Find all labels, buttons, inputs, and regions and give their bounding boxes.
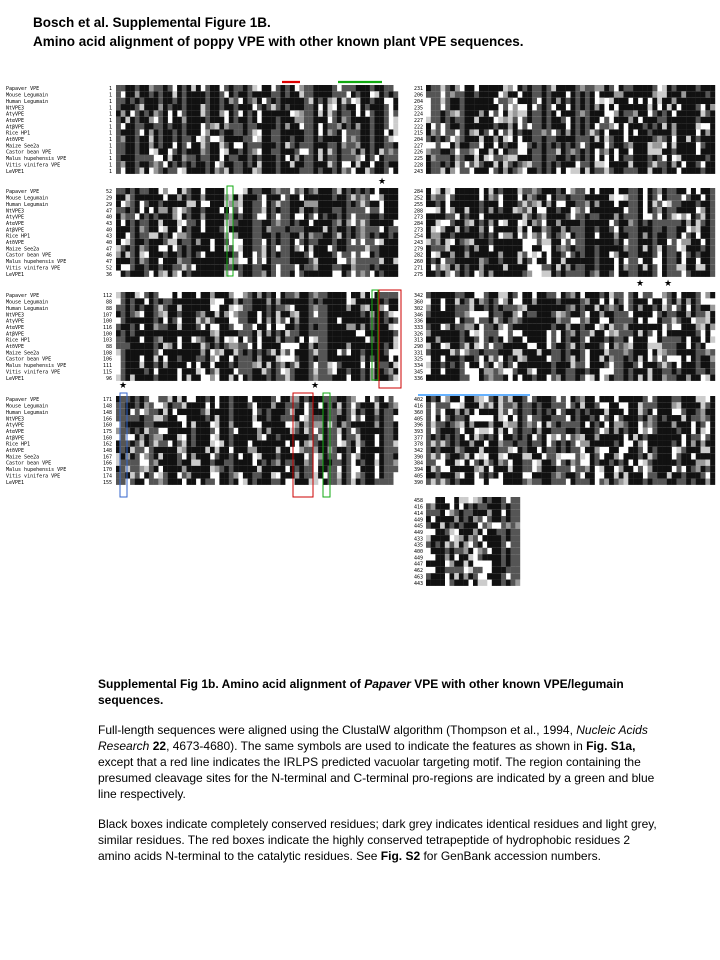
- right-start-position: 458: [413, 498, 423, 505]
- species-name: AtδVPE: [6, 137, 25, 143]
- species-name: Papaver VPE: [6, 293, 40, 300]
- left-start-position: 40: [105, 240, 112, 246]
- species-name: Human Legumain: [6, 201, 49, 208]
- right-start-position: 435: [413, 542, 423, 549]
- left-start-position: 47: [105, 259, 112, 266]
- right-start-position: 243: [413, 240, 423, 246]
- right-start-position: 206: [413, 92, 423, 99]
- species-name: Maize See2a: [6, 454, 40, 461]
- right-start-position: 313: [413, 337, 423, 344]
- right-start-position: 282: [413, 252, 423, 259]
- left-start-position: 1: [108, 162, 112, 169]
- species-name: Maize See2a: [6, 246, 40, 253]
- species-name: Maize See2a: [6, 350, 40, 357]
- left-start-position: 155: [102, 479, 112, 486]
- species-name: AtδVPE: [6, 344, 25, 350]
- right-start-position: 260: [413, 259, 423, 266]
- right-start-position: 243: [413, 168, 423, 175]
- left-start-position: 47: [105, 208, 112, 215]
- species-name: AtαVPE: [6, 117, 25, 124]
- right-start-position: 396: [413, 422, 423, 429]
- right-start-position: 204: [413, 137, 423, 143]
- species-name: AtδVPE: [6, 240, 25, 246]
- left-start-position: 174: [102, 473, 112, 480]
- species-name: AtαVPE: [6, 220, 25, 227]
- species-name: Rice HP1: [6, 233, 31, 240]
- right-start-position: 390: [413, 479, 423, 486]
- right-start-position: 273: [413, 227, 423, 234]
- right-start-position: 290: [413, 344, 423, 350]
- right-start-position: 325: [413, 356, 423, 363]
- species-name: AtβVPE: [6, 435, 25, 442]
- left-start-position: 160: [102, 422, 112, 429]
- right-start-position: 433: [413, 536, 423, 543]
- left-start-position: 112: [102, 293, 112, 300]
- right-start-position: 394: [413, 467, 423, 474]
- species-name: AtβVPE: [6, 227, 25, 234]
- species-name: NtVPE3: [6, 416, 25, 423]
- species-name: NtVPE3: [6, 208, 25, 215]
- right-start-position: 400: [413, 549, 423, 555]
- left-start-position: 40: [105, 214, 112, 221]
- left-start-position: 166: [102, 416, 112, 423]
- left-start-position: 29: [105, 201, 112, 208]
- left-start-position: 148: [102, 448, 112, 454]
- right-start-position: 226: [413, 149, 423, 156]
- right-start-position: 336: [413, 318, 423, 325]
- left-start-position: 115: [102, 369, 112, 376]
- left-start-position: 1: [108, 143, 112, 150]
- left-start-position: 100: [102, 318, 112, 325]
- left-start-position: 52: [105, 189, 112, 196]
- right-start-position: 279: [413, 246, 423, 253]
- right-start-position: 360: [413, 299, 423, 306]
- species-name: AtβVPE: [6, 331, 25, 338]
- figure-header: [33, 13, 524, 51]
- right-start-position: 204: [413, 98, 423, 105]
- left-start-position: 40: [105, 227, 112, 234]
- left-start-position: 1: [108, 98, 112, 105]
- species-name: Rice HP1: [6, 130, 31, 137]
- right-start-position: 254: [413, 233, 423, 240]
- species-name: LeVPE1: [6, 479, 25, 486]
- species-name: LeVPE1: [6, 375, 25, 382]
- left-start-position: 167: [102, 454, 112, 461]
- left-start-position: 1: [108, 117, 112, 124]
- species-name: Vitis vinifera VPE: [6, 473, 61, 480]
- left-start-position: 1: [108, 168, 112, 175]
- left-start-position: 1: [108, 137, 112, 143]
- alignment-block: [414, 498, 423, 587]
- right-start-position: 416: [413, 504, 423, 511]
- right-start-position: 333: [413, 324, 423, 331]
- right-start-position: 346: [413, 312, 423, 319]
- species-name: Rice HP1: [6, 441, 31, 448]
- left-start-position: 148: [102, 403, 112, 410]
- left-start-position: 46: [105, 252, 112, 259]
- species-name: AtδVPE: [6, 448, 25, 454]
- left-start-position: 1: [108, 92, 112, 99]
- catalytic-residue-star-icon: ★: [310, 381, 320, 391]
- species-name: Rice HP1: [6, 337, 31, 344]
- right-start-position: 215: [413, 130, 423, 137]
- catalytic-residue-star-icon: ★: [663, 279, 673, 289]
- right-start-position: 377: [413, 435, 423, 442]
- species-name: NtVPE3: [6, 312, 25, 319]
- species-name: Castor bean VPE: [6, 149, 52, 156]
- figure-header-line1: Bosch et al. Supplemental Figure 1B.: [33, 15, 271, 30]
- left-start-position: 111: [102, 363, 112, 370]
- right-start-position: 228: [413, 162, 423, 169]
- species-name: Mouse Legumain: [6, 299, 49, 306]
- right-start-position: 405: [413, 473, 423, 480]
- right-start-position: 334: [413, 363, 423, 370]
- right-start-position: 463: [413, 574, 423, 581]
- species-name: Malus hupehensis VPE: [6, 467, 67, 474]
- species-name: Papaver VPE: [6, 189, 40, 196]
- left-start-position: 96: [105, 375, 112, 382]
- left-start-position: 175: [102, 428, 112, 435]
- species-name: Human Legumain: [6, 409, 49, 416]
- right-start-position: 336: [413, 375, 423, 382]
- left-start-position: 171: [102, 397, 112, 404]
- right-start-position: 284: [413, 220, 423, 227]
- right-start-position: 445: [413, 523, 423, 530]
- left-start-position: 1: [108, 86, 112, 93]
- species-name: LeVPE1: [6, 168, 25, 175]
- left-start-position: 107: [102, 312, 112, 319]
- right-start-position: 342: [413, 293, 423, 300]
- alignment-figure: [0, 70, 720, 610]
- left-start-position: 170: [102, 467, 112, 474]
- figure-header-line2: Amino acid alignment of poppy VPE with other known plant VPE sequences.: [33, 34, 524, 49]
- right-start-position: 284: [413, 189, 423, 196]
- species-name: Malus hupehensis VPE: [6, 363, 67, 370]
- species-name: Malus hupehensis VPE: [6, 259, 67, 266]
- species-name: Vitis vinifera VPE: [6, 369, 61, 376]
- right-start-position: 345: [413, 369, 423, 376]
- right-start-position: 331: [413, 350, 423, 357]
- left-start-position: 116: [102, 324, 112, 331]
- right-start-position: 416: [413, 403, 423, 410]
- left-start-position: 148: [102, 409, 112, 416]
- right-start-position: 443: [413, 580, 423, 587]
- species-name: AtαVPE: [6, 324, 25, 331]
- species-name: NtVPE3: [6, 105, 25, 112]
- left-start-position: 100: [102, 331, 112, 338]
- species-name: LeVPE1: [6, 271, 25, 278]
- left-start-position: 88: [105, 299, 112, 306]
- right-start-position: 273: [413, 214, 423, 221]
- right-start-position: 302: [413, 305, 423, 312]
- caption-legend: Black boxes indicate completely conserved residues; dark grey indicates identical residues and light grey, similar residues. The red boxes indicate the highly conserved tetrapeptide of hydrophobic residues 2 amino acids N-terminal to the catalytic residues. See Fig. S2 for GenBank accession numbers.: [98, 817, 657, 863]
- right-start-position: 224: [413, 111, 423, 118]
- right-start-position: 235: [413, 105, 423, 112]
- left-start-position: 160: [102, 435, 112, 442]
- left-start-position: 166: [102, 460, 112, 467]
- left-start-position: 103: [102, 337, 112, 344]
- species-name: Mouse Legumain: [6, 403, 49, 410]
- caption-methods: Full-length sequences were aligned using the ClustalW algorithm (Thompson et al., 1994, Nucleic Acids Research 22, 4673-4680). The same symbols are used to indicate the features as shown in Fig. S1a, except that a red line indicates the IRLPS predicted vacuolar targeting motif. The region containing the presumed cleavage sites for the N-terminal and C-terminal pro-regions are indicated by a green and blue line respectively.: [98, 723, 655, 801]
- left-start-position: 29: [105, 195, 112, 202]
- left-start-position: 52: [105, 265, 112, 272]
- right-start-position: 342: [413, 448, 423, 454]
- left-start-position: 1: [108, 149, 112, 156]
- right-start-position: 222: [413, 124, 423, 131]
- left-start-position: 1: [108, 156, 112, 163]
- left-start-position: 1: [108, 124, 112, 131]
- right-start-position: 449: [413, 555, 423, 562]
- left-start-position: 47: [105, 246, 112, 253]
- catalytic-residue-star-icon: ★: [377, 177, 387, 187]
- species-name: Vitis vinifera VPE: [6, 265, 61, 272]
- species-name: Papaver VPE: [6, 86, 40, 93]
- species-name: Mouse Legumain: [6, 195, 49, 202]
- right-start-position: 378: [413, 441, 423, 448]
- species-name: Castor bean VPE: [6, 460, 52, 467]
- right-start-position: 393: [413, 428, 423, 435]
- right-start-position: 402: [413, 397, 423, 404]
- right-start-position: 252: [413, 195, 423, 202]
- left-start-position: 88: [105, 344, 112, 350]
- species-name: AtγVPE: [6, 422, 25, 429]
- right-start-position: 414: [413, 510, 423, 517]
- right-start-position: 227: [413, 143, 423, 150]
- right-start-position: 462: [413, 568, 423, 575]
- species-name: AtβVPE: [6, 124, 25, 131]
- right-start-position: 271: [413, 265, 423, 272]
- right-start-position: 231: [413, 86, 423, 93]
- right-start-position: 227: [413, 117, 423, 124]
- figure-caption: [98, 676, 658, 878]
- right-start-position: 384: [413, 460, 423, 467]
- caption-title: Supplemental Fig 1b. Amino acid alignment of Papaver VPE with other known VPE/legumain sequences.: [98, 677, 624, 707]
- species-name: Vitis vinifera VPE: [6, 162, 61, 169]
- species-name: AtγVPE: [6, 111, 25, 118]
- right-start-position: 255: [413, 201, 423, 208]
- right-start-position: 405: [413, 416, 423, 423]
- left-start-position: 88: [105, 305, 112, 312]
- right-start-position: 288: [413, 208, 423, 215]
- left-start-position: 43: [105, 233, 112, 240]
- right-start-position: 225: [413, 156, 423, 163]
- species-name: Malus hupehensis VPE: [6, 156, 67, 163]
- left-start-position: 1: [108, 130, 112, 137]
- right-start-position: 449: [413, 529, 423, 536]
- left-start-position: 1: [108, 111, 112, 118]
- species-name: AtγVPE: [6, 214, 25, 221]
- species-name: Human Legumain: [6, 98, 49, 105]
- left-start-position: 106: [102, 356, 112, 363]
- species-name: Papaver VPE: [6, 397, 40, 404]
- species-name: Mouse Legumain: [6, 92, 49, 99]
- species-name: Maize See2a: [6, 143, 40, 150]
- catalytic-residue-star-icon: ★: [118, 381, 128, 391]
- right-start-position: 447: [413, 561, 423, 568]
- left-start-position: 108: [102, 350, 112, 357]
- left-start-position: 1: [108, 105, 112, 112]
- right-start-position: 275: [413, 271, 423, 278]
- species-name: Castor bean VPE: [6, 356, 52, 363]
- left-start-position: 43: [105, 220, 112, 227]
- species-name: AtαVPE: [6, 428, 25, 435]
- right-start-position: 449: [413, 517, 423, 524]
- species-name: Castor bean VPE: [6, 252, 52, 259]
- catalytic-residue-star-icon: ★: [635, 279, 645, 289]
- species-name: Human Legumain: [6, 305, 49, 312]
- species-name: AtγVPE: [6, 318, 25, 325]
- left-start-position: 162: [102, 441, 112, 448]
- right-start-position: 390: [413, 454, 423, 461]
- right-start-position: 326: [413, 331, 423, 338]
- right-start-position: 360: [413, 409, 423, 416]
- left-start-position: 36: [105, 271, 112, 278]
